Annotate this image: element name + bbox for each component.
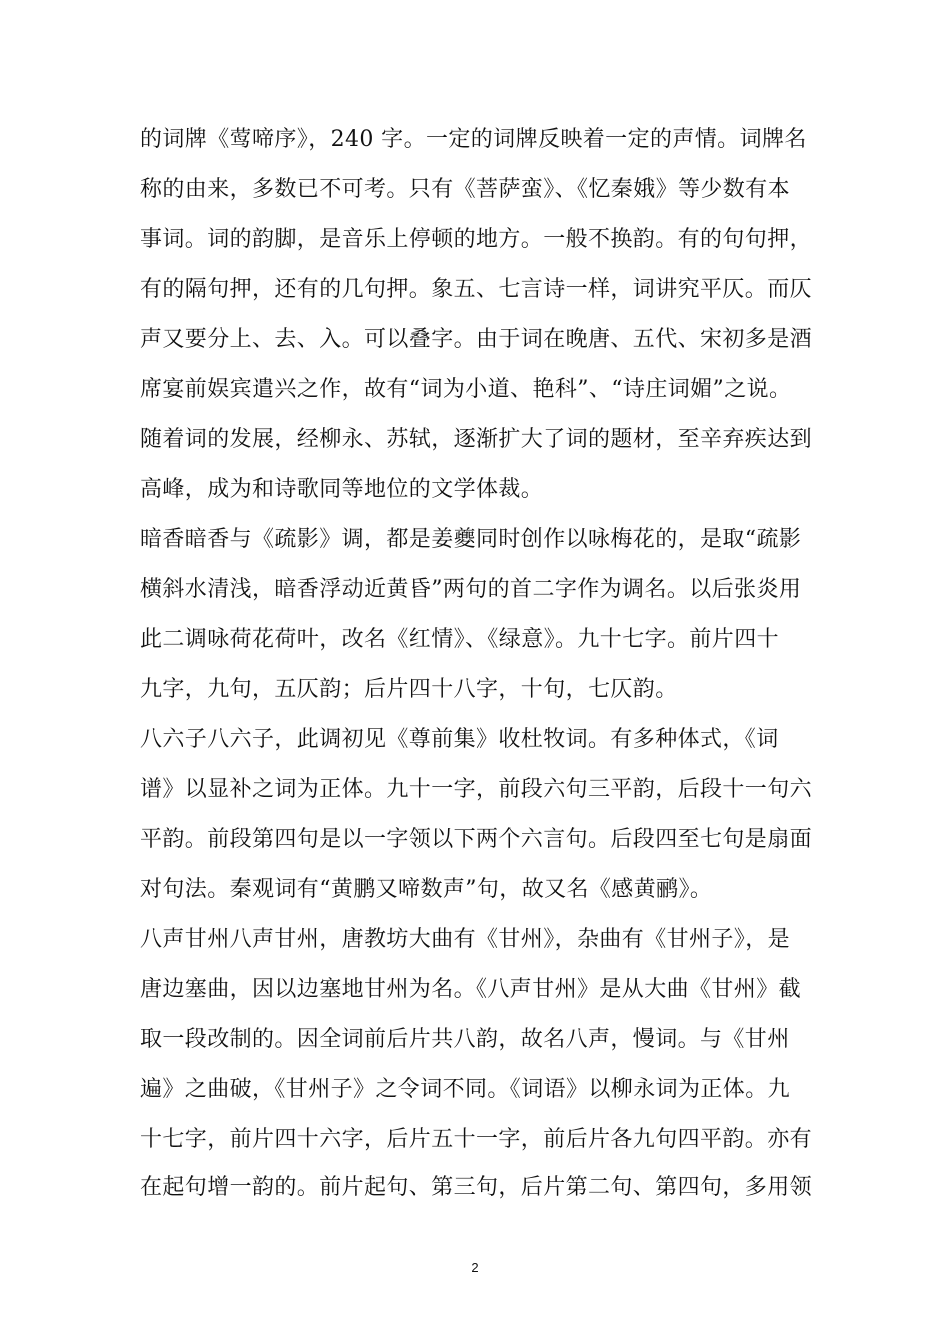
text-line: 谱》以显补之词为正体。九十一字，前段六句三平韵，后段十一句六 bbox=[140, 777, 813, 802]
text-line: 唐边塞曲，因以边塞地甘州为名。《八声甘州》是从大曲《甘州》截 bbox=[140, 977, 802, 1002]
text-line: 此二调咏荷花荷叶，改名《红情》、《绿意》。九十七字。前片四十 bbox=[140, 627, 780, 652]
page-number: 2 bbox=[471, 1260, 479, 1275]
text-line: 有的隔句押，还有的几句押。象五、七言诗一样，词讲究平仄。而仄 bbox=[140, 277, 813, 302]
text-line: 席宴前娱宾遣兴之作，故有“词为小道、艳科”、“诗庄词媚”之说。 bbox=[140, 377, 792, 402]
text-line: 事词。词的韵脚，是音乐上停顿的地方。一般不换韵。有的句句押， bbox=[140, 227, 813, 252]
text-line: 称的由来，多数已不可考。只有《菩萨蛮》、《忆秦娥》等少数有本 bbox=[140, 177, 791, 202]
text-line: 高峰，成为和诗歌同等地位的文学体裁。 bbox=[140, 477, 544, 502]
text-line: 平韵。前段第四句是以一字领以下两个六言句。后段四至七句是扇面 bbox=[140, 827, 813, 852]
text-line: 随着词的发展，经柳永、苏轼，逐渐扩大了词的题材，至辛弃疾达到 bbox=[140, 427, 813, 452]
text-line: 遍》之曲破，《甘州子》之令词不同。《词语》以柳永词为正体。九 bbox=[140, 1077, 791, 1102]
text-line: 在起句增一韵的。前片起句、第三句，后片第二句、第四句，多用领 bbox=[140, 1175, 813, 1200]
text-line: 九字，九句，五仄韵；后片四十八字，十句，七仄韵。 bbox=[140, 677, 678, 702]
text-line: 对句法。秦观词有“黄鹏又啼数声”句，故又名《感黄鹂》。 bbox=[140, 877, 713, 902]
text-line: 八六子八六子，此调初见《尊前集》收杜牧词。有多种体式，《词 bbox=[140, 727, 779, 752]
text-line: 暗香暗香与《疏影》调，都是姜夔同时创作以咏梅花的，是取“疏影 bbox=[140, 527, 802, 552]
text-line: 横斜水清浅，暗香浮动近黄昏”两句的首二字作为调名。以后张炎用 bbox=[140, 577, 802, 602]
text-line: 十七字，前片四十六字，后片五十一字，前后片各九句四平韵。亦有 bbox=[140, 1127, 813, 1152]
text-line: 八声甘州八声甘州，唐教坊大曲有《甘州》，杂曲有《甘州子》，是 bbox=[140, 927, 791, 952]
text-line: 的词牌《莺啼序》，240 字。一定的词牌反映着一定的声情。词牌名 bbox=[140, 127, 807, 152]
text-line: 取一段改制的。因全词前后片共八韵，故名八声，慢词。与《甘州 bbox=[140, 1027, 790, 1052]
text-line: 声又要分上、去、入。可以叠字。由于词在晚唐、五代、宋初多是酒 bbox=[140, 327, 813, 352]
